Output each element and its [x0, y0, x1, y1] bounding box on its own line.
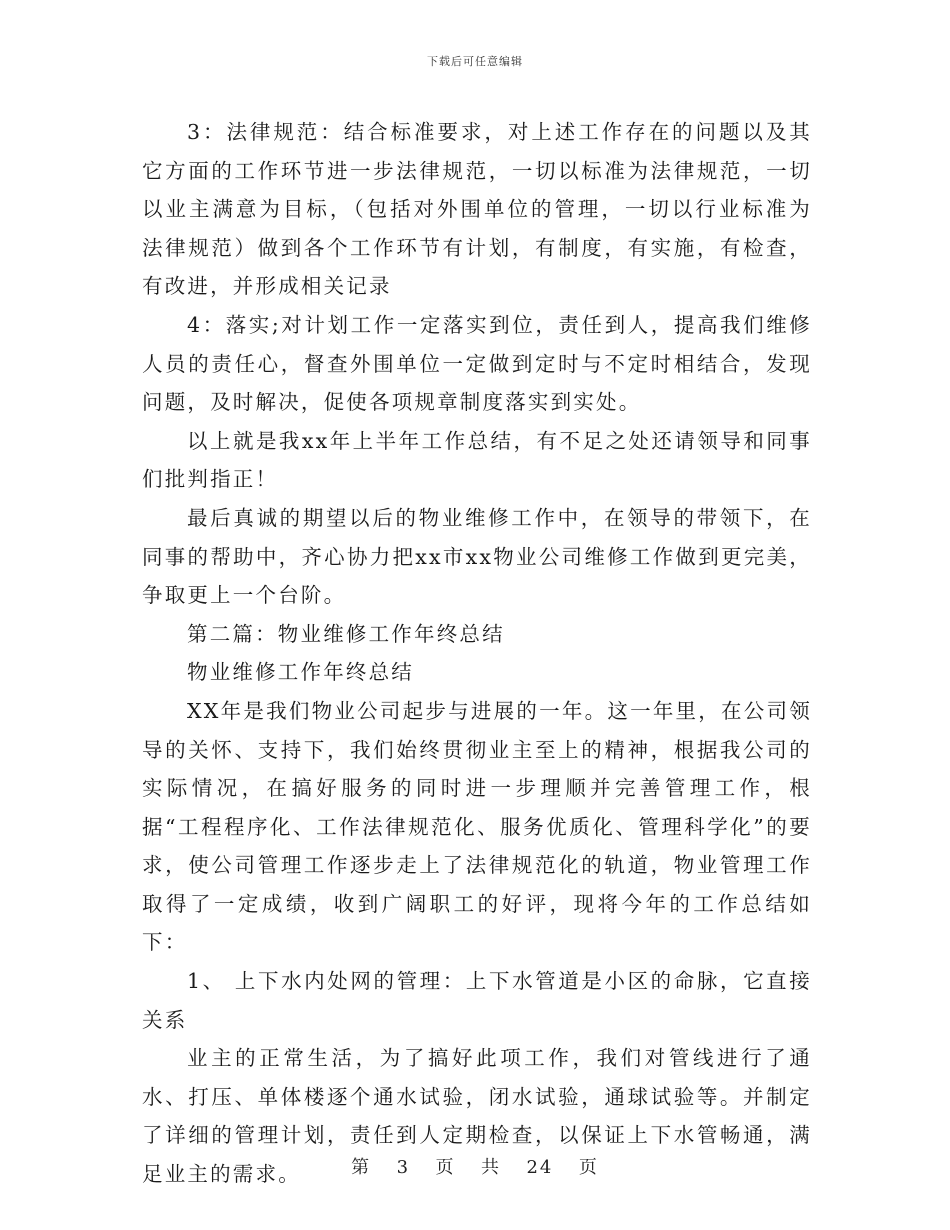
page-label-mid: 页	[435, 1157, 456, 1178]
page-label-prefix: 第	[351, 1157, 372, 1178]
document-body	[142, 113, 812, 1194]
section-title: 物业维修工作年终总结	[187, 660, 414, 685]
paragraph-final-hope: 最后真诚的期望以后的物业维修工作中，在领导的带领下，在同事的帮助中，齐心协力把xx市xx物业公司维修工作做到更完美，争取更上一个台阶。	[142, 505, 812, 608]
paragraph-item-1-heading: 1、 上下水内处网的管理：上下水管道是小区的命脉，它直接关系	[142, 969, 812, 1032]
paragraph-4-implementation: 4：落实;对计划工作一定落实到位，责任到人，提高我们维修人员的责任心，督查外围单位一定做到定时与不定时相结合，发现问题，及时解决，促使各项规章制度落实到实处。	[142, 312, 812, 415]
paragraph-year-overview: XX年是我们物业公司起步与进展的一年。这一年里，在公司领导的关怀、支持下，我们始终贯彻业主至上的精神，根据我公司的实际情况，在搞好服务的同时进一步理顺并完善管理工作，根据“工程程序化、工作法律规范化、服务优质化、管理科学化”的要求，使公司管理工作逐步走上了法律规范化的轨道，物业管理工作取得了一定成绩，收到广阔职工的好评，现将今年的工作总结如下：	[142, 698, 812, 955]
paragraph-3-legal-norms: 3：法律规范：结合标准要求，对上述工作存在的问题以及其它方面的工作环节进一步法律规范，一切以标准为法律规范，一切以业主满意为目标，（包括对外围单位的管理，一切以行业标准为法律规范）做到各个工作环节有计划，有制度，有实施，有检查，有改进，并形成相关记录	[142, 120, 812, 299]
page-label-suffix: 页	[578, 1157, 599, 1178]
section-heading-part-two: 第二篇：物业维修工作年终总结	[187, 621, 505, 646]
header-note: 下载后可任意编辑	[427, 55, 523, 68]
total-pages-number: 24	[526, 1157, 554, 1178]
current-page-number: 3	[396, 1157, 411, 1178]
total-label: 共	[481, 1157, 501, 1178]
paragraph-item-1-detail: 业主的正常生活，为了搞好此项工作，我们对管线进行了通水、打压、单体楼逐个通水试验，闭水试验，通球试验等。并制定了详细的管理计划，责任到人定期检查，以保证上下水管畅通，满足业主的需求。	[142, 1046, 812, 1187]
paragraph-summary-closing: 以上就是我xx年上半年工作总结，有不足之处还请领导和同事们批判指正！	[142, 428, 812, 492]
page-number-footer	[0, 1153, 950, 1179]
